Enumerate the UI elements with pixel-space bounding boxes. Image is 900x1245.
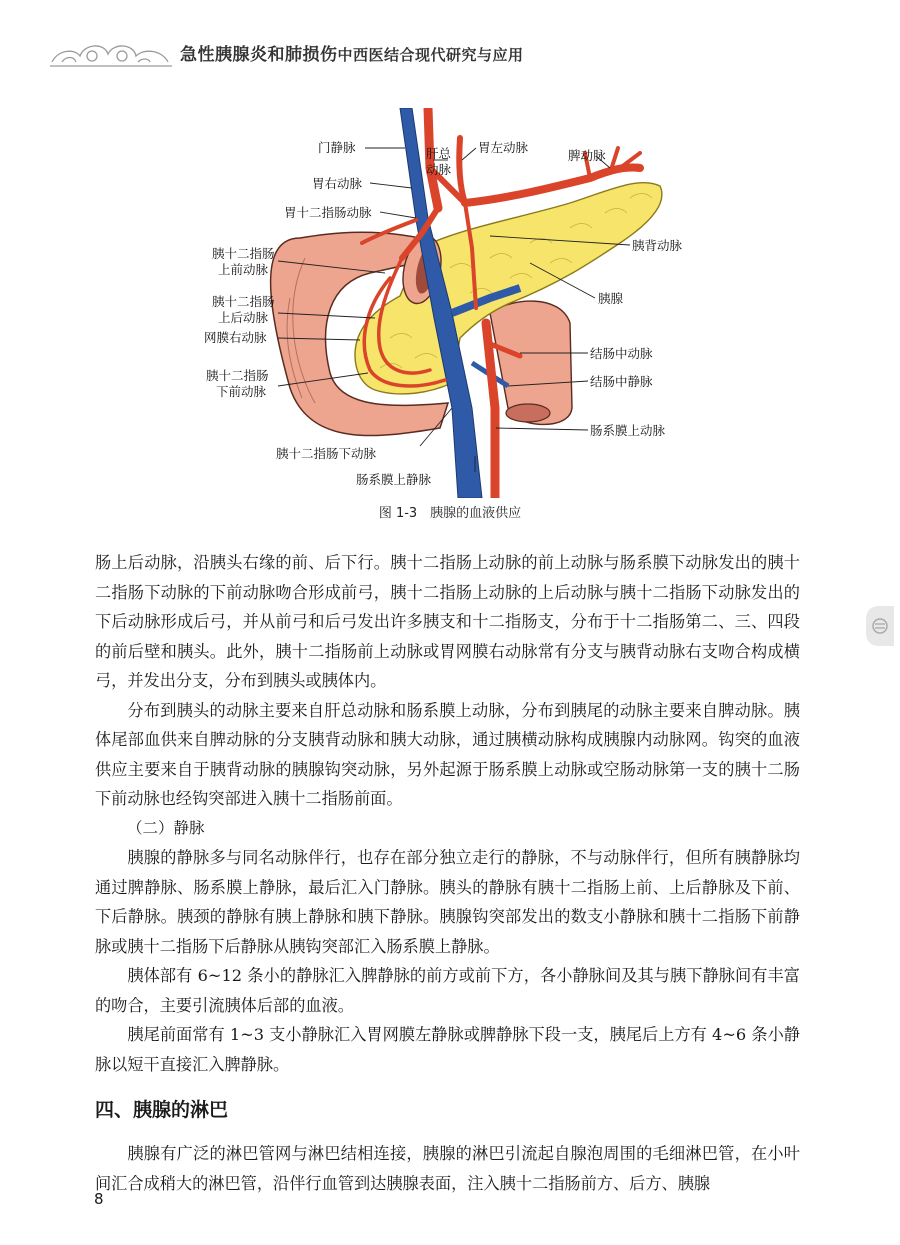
label-inferior-pancreaticoduodenal-artery: 胰十二指肠下动脉 [276, 446, 377, 461]
label-pancreas: 胰腺 [598, 291, 624, 306]
label-common-hepatic-line2: 动脉 [426, 162, 452, 177]
label-aipd-line1: 胰十二指肠 [206, 368, 269, 383]
title-sub: 中西医结合现代研究与应用 [337, 46, 524, 64]
label-right-gastroepiploic-artery: 网膜右动脉 [204, 330, 267, 345]
label-portal-vein: 门静脉 [318, 140, 356, 155]
cloud-ornament-icon [48, 32, 174, 72]
paragraph-4: 胰体部有 6~12 条小的静脉汇入脾静脉的前方或前下方，各小静脉间及其与胰下静脉间有丰富的吻合，主要引流胰体后部的血液。 [95, 966, 800, 1015]
book-title [180, 40, 524, 65]
label-dorsal-pancreatic-artery: 胰背动脉 [632, 238, 683, 253]
paragraph-1: 肠上后动脉，沿胰头右缘的前、后下行。胰十二指肠上动脉的前上动脉与肠系膜下动脉发出的胰十二指肠下动脉的下前动脉吻合形成前弓，胰十二指肠上动脉的上后动脉与胰十二指肠下动脉发出的下后动脉形成后弓，并从前弓和后弓发出许多胰支和十二指肠支，分布于十二指肠第二、三、四段的前后壁和胰头。此外，胰十二指肠前上动脉或胃网膜右动脉常有分支与胰背动脉右支吻合构成横弓，并发出分支，分布到胰头或胰体内。 [95, 553, 800, 690]
page-number: 8 [94, 1190, 104, 1208]
label-common-hepatic-line1: 肝总 [426, 146, 452, 161]
label-left-gastric-artery: 胃左动脉 [478, 140, 529, 155]
section-heading-lymph: 四、胰腺的淋巴 [95, 1099, 229, 1121]
label-superior-mesenteric-vein: 肠系膜上静脉 [356, 472, 432, 487]
paragraph-3: 胰腺的静脉多与同名动脉伴行，也存在部分独立走行的静脉，不与动脉伴行，但所有胰静脉均通过脾静脉、肠系膜上静脉，最后汇入门静脉。胰头的静脉有胰十二指肠上前、上后静脉及下前、下后静脉。胰颈的静脉有胰上静脉和胰下静脉。胰腺钩突部发出的数支小静脉和胰十二指肠下前静脉或胰十二指肠下后静脉从胰钩突部汇入肠系膜上静脉。 [95, 848, 800, 956]
label-middle-colic-artery: 结肠中动脉 [590, 346, 653, 361]
label-aspd-line2: 上前动脉 [218, 262, 269, 277]
label-superior-mesenteric-artery: 肠系膜上动脉 [590, 423, 666, 438]
paragraph-6: 胰腺有广泛的淋巴管网与淋巴结相连接，胰腺的淋巴引流起自腺泡周围的毛细淋巴管，在小叶间汇合成稍大的淋巴管，沿伴行血管到达胰腺表面，注入胰十二指肠前方、后方、胰腺 [95, 1144, 800, 1193]
figure-caption: 图 1-3 胰腺的血液供应 [378, 506, 522, 521]
pancreas-blood-supply-figure [190, 108, 710, 498]
label-aipd-line2: 下前动脉 [216, 384, 267, 399]
running-header [48, 28, 868, 78]
side-tab-icon [866, 606, 894, 646]
label-pspd-line1: 胰十二指肠 [212, 294, 275, 309]
label-middle-colic-vein: 结肠中静脉 [590, 374, 653, 389]
label-right-gastric-artery: 胃右动脉 [312, 176, 363, 191]
title-main: 急性胰腺炎和肺损伤 [180, 45, 338, 65]
paragraph-2: 分布到胰头的动脉主要来自肝总动脉和肠系膜上动脉，分布到胰尾的动脉主要来自脾动脉。胰体尾部血供来自脾动脉的分支胰背动脉和胰大动脉，通过胰横动脉构成胰腺内动脉网。钩突的血液供应主要来自于胰背动脉的胰腺钩突动脉，另外起源于肠系膜上动脉或空肠动脉第一支的胰十二肠下前动脉也经钩突部进入胰十二指肠前面。 [95, 700, 800, 808]
body-text [95, 548, 800, 1198]
label-pspd-line2: 上后动脉 [218, 310, 269, 325]
label-aspd-line1: 胰十二指肠 [212, 246, 275, 261]
paragraph-5: 胰尾前面常有 1~3 支小静脉汇入胃网膜左静脉或脾静脉下段一支，胰尾后上方有 4~6 条小静脉以短干直接汇入脾静脉。 [95, 1025, 800, 1074]
label-splenic-artery: 脾动脉 [568, 148, 606, 163]
label-gastroduodenal-artery: 胃十二指肠动脉 [284, 205, 372, 220]
subheading-veins: （二）静脉 [127, 818, 205, 837]
